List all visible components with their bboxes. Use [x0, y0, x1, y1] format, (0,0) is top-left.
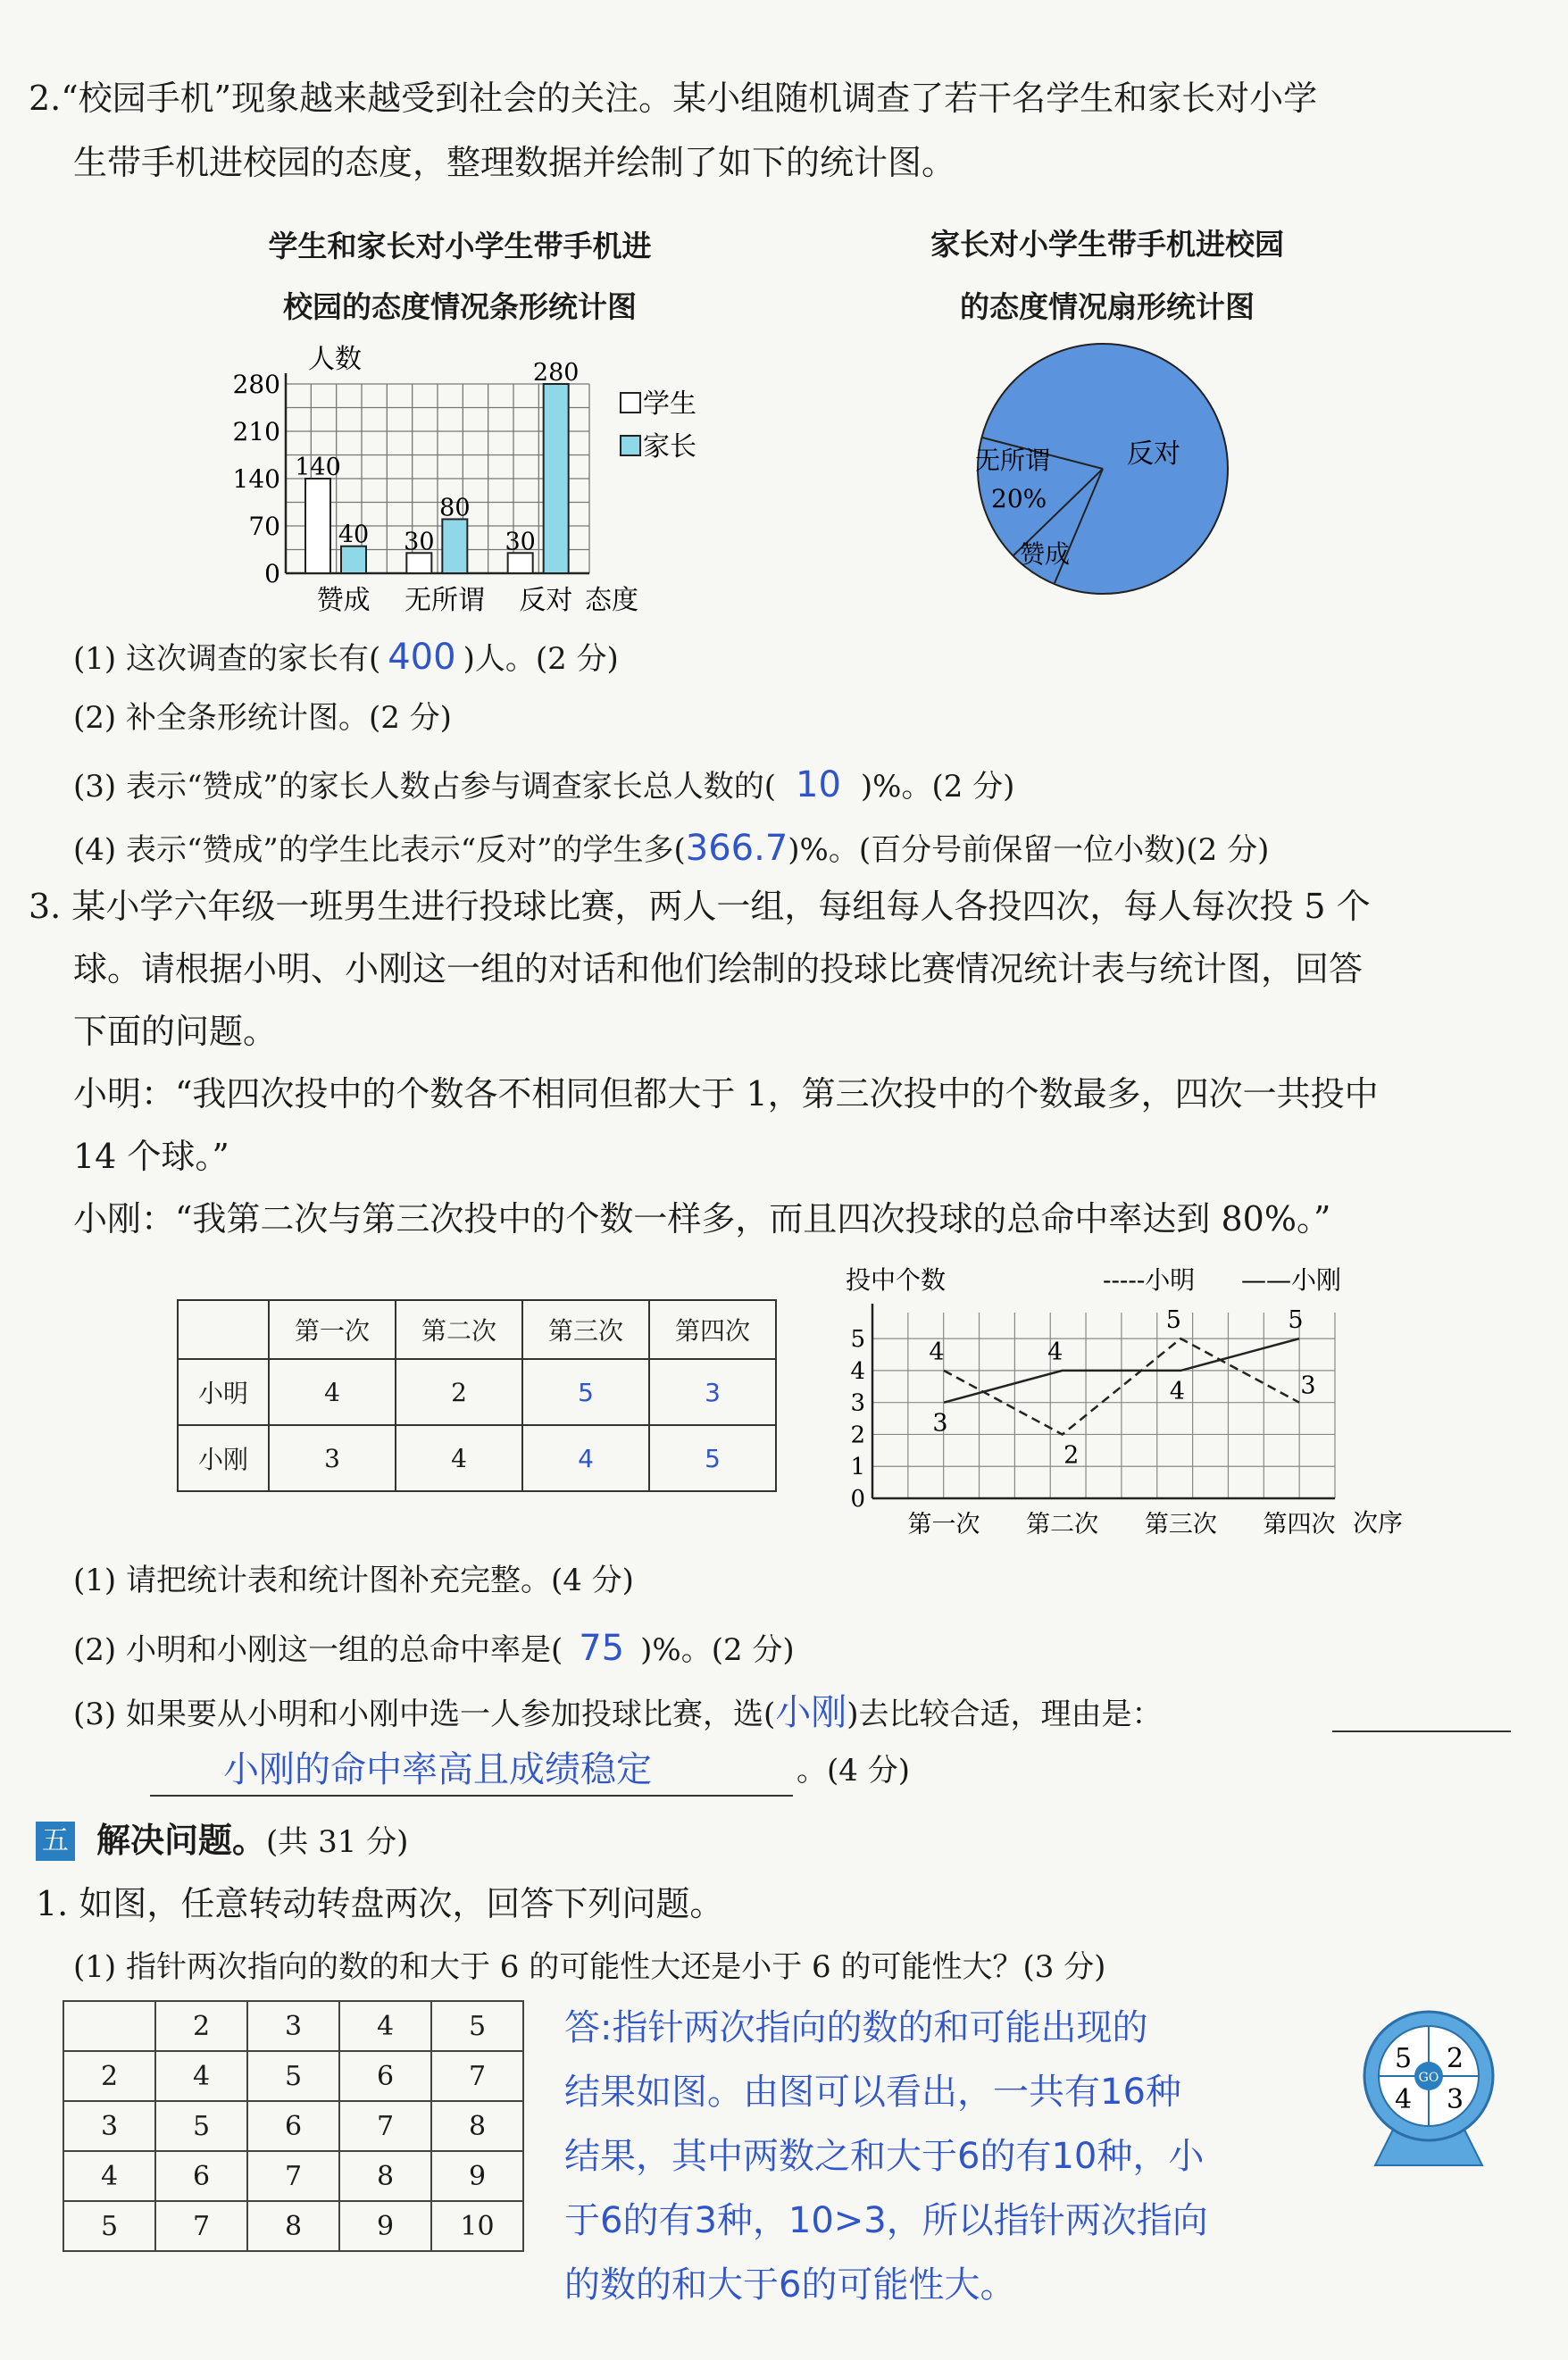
- q2-sub3-answer: 10: [796, 764, 841, 805]
- row-name-xiaoming: 小明: [178, 1359, 269, 1425]
- line-legend-xiaoming: -----小明: [1103, 1265, 1196, 1295]
- pie-label-indifferent: 无所谓: [975, 446, 1051, 475]
- line-chart-xlabel: 次序: [1353, 1508, 1404, 1538]
- q2-sub1: (1) 这次调查的家长有( 400 )人。(2 分): [73, 637, 619, 678]
- line-xtick: 第一次: [907, 1511, 980, 1539]
- q2-sub2: (2) 补全条形统计图。(2 分): [73, 700, 452, 736]
- legend-parent-swatch: [621, 436, 640, 455]
- cell-xg-4-answer: 5: [649, 1425, 776, 1491]
- cell-xm-1: 4: [269, 1359, 396, 1425]
- bar-chart-xlabel: 态度: [585, 585, 638, 616]
- bar-data-label: 280: [532, 359, 580, 387]
- q3-xiaoming-line1: 小明：“我四次投中的个数各不相同但都大于 1，第三次投中的个数最多，四次一共投中: [73, 1074, 1379, 1113]
- q3-line2: 球。请根据小明、小刚这一组的对话和他们绘制的投球比赛情况统计表与统计图，回答: [73, 949, 1364, 988]
- line-chart-ylabel: 投中个数: [846, 1265, 947, 1295]
- spinner-num-3: 4: [1395, 2084, 1413, 2115]
- bar-家长-赞成: [341, 546, 366, 573]
- sum-table-cell: 8: [247, 2201, 339, 2251]
- section-badge: 五: [36, 1822, 75, 1861]
- bar-学生-赞成: [305, 479, 330, 573]
- q3-sub3: (3) 如果要从小明和小刚中选一人参加投球比赛，选(小刚)去比较合适，理由是：: [73, 1692, 1163, 1733]
- line-xtick: 第四次: [1263, 1511, 1336, 1539]
- table-header-1: 第一次: [269, 1300, 396, 1359]
- bar-chart-title-line2: 校园的态度情况条形统计图: [283, 289, 637, 324]
- line-point-label: 3: [1300, 1372, 1316, 1400]
- bar-legend: [621, 388, 696, 463]
- bar-xtick: 反对: [519, 585, 573, 616]
- q2-sub4: (4) 表示“赞成”的学生比表示“反对”的学生多(366.7)%。(百分号前保留一位小数)(2 分): [73, 828, 1270, 869]
- sec5-q1-sub1: (1) 指针两次指向的数的和大于 6 的可能性大还是小于 6 的可能性大？(3 分): [73, 1949, 1106, 1985]
- line-point-label: 5: [1165, 1306, 1181, 1335]
- sum-table-cell: 7: [155, 2201, 247, 2251]
- sum-table-cell: 6: [339, 2051, 431, 2101]
- bar-学生-无所谓: [406, 553, 431, 573]
- spinner-center-label: GO: [1418, 2071, 1439, 2085]
- legend-student-label: 学生: [643, 388, 696, 420]
- sum-table-cell: 8: [339, 2151, 431, 2201]
- table-header-2: 第二次: [396, 1300, 522, 1359]
- sum-table-cell: 7: [431, 2051, 523, 2101]
- q3-sub2-answer: 75: [579, 1628, 625, 1669]
- bar-ytick: 140: [232, 464, 280, 494]
- line-point-label: 4: [929, 1338, 945, 1366]
- bar-家长-反对: [544, 384, 569, 573]
- answer-block: [564, 1996, 1208, 2317]
- sum-table-cell: 5: [247, 2051, 339, 2101]
- pie-label-oppose: 反对: [1127, 438, 1180, 470]
- table-row: [63, 2201, 523, 2251]
- sum-table-cell: 2: [63, 2051, 155, 2101]
- section-title: 解决问题。(共 31 分): [96, 1821, 409, 1860]
- answer-line-4: 于6的有3种，10>3，所以指针两次指向: [564, 2200, 1208, 2241]
- bar-学生-反对: [508, 553, 533, 573]
- pie-chart-title-line2: 的态度情况扇形统计图: [960, 289, 1255, 324]
- bar-ytick: 0: [264, 559, 280, 588]
- sum-table-cell: 9: [339, 2201, 431, 2251]
- q3-sub3-answer: 小刚: [775, 1692, 847, 1733]
- q3-sub3-tail: 。(4 分): [797, 1753, 910, 1789]
- reason-underline-2: [150, 1795, 793, 1797]
- sum-table-cell: 7: [247, 2151, 339, 2201]
- table-row: [63, 2051, 523, 2101]
- table-row: [178, 1359, 776, 1425]
- cell-xg-2: 4: [396, 1425, 522, 1491]
- line-ytick: 2: [850, 1422, 865, 1449]
- spinner-wheel: [1357, 1996, 1500, 2174]
- sum-table-header-cell: 4: [339, 2001, 431, 2051]
- cell-xm-2: 2: [396, 1359, 522, 1425]
- q3-xiaoming-line2: 14 个球。”: [73, 1137, 229, 1176]
- table-header-4: 第四次: [649, 1300, 776, 1359]
- q3-sub2: (2) 小明和小刚这一组的总命中率是( 75 )%。(2 分): [73, 1628, 795, 1669]
- pie-label-indifferent-pct: 20%: [991, 484, 1047, 513]
- q2-intro-line1: 2.“校园手机”现象越来越受到社会的关注。某小组随机调查了若干名学生和家长对小学: [29, 79, 1318, 118]
- line-point-label: 2: [1063, 1441, 1080, 1470]
- line-point-label: 5: [1288, 1306, 1304, 1335]
- sum-table-header-cell: 2: [155, 2001, 247, 2051]
- spinner-num-1: 5: [1395, 2043, 1413, 2074]
- line-chart: [835, 1259, 1424, 1545]
- answer-line-3: 结果，其中两数之和大于6的有10种，小: [564, 2136, 1205, 2177]
- cell-xm-3-answer: 5: [522, 1359, 649, 1425]
- reason-underline-1: [1332, 1730, 1511, 1732]
- sum-table-header-cell: 5: [431, 2001, 523, 2051]
- line-ytick: 0: [850, 1486, 865, 1513]
- bar-chart-title-line1: 学生和家长对小学生带手机进: [268, 229, 652, 263]
- bar-data-label: 40: [338, 521, 370, 549]
- sum-table-cell: 10: [431, 2201, 523, 2251]
- table-row: [178, 1425, 776, 1491]
- sum-table: [63, 2000, 524, 2252]
- q3-line3: 下面的问题。: [73, 1012, 278, 1051]
- sec5-q1: 1. 如图，任意转动转盘两次，回答下列问题。: [36, 1884, 724, 1923]
- legend-student-swatch: [621, 393, 640, 413]
- sum-table-cell: 4: [155, 2051, 247, 2101]
- sum-table-cell: 6: [155, 2151, 247, 2201]
- answer-line-5: 的数的和大于6的可能性大。: [564, 2264, 1016, 2306]
- q2-intro-line2: 生带手机进校园的态度，整理数据并绘制了如下的统计图。: [73, 143, 956, 182]
- q2-sub4-answer: 366.7: [685, 828, 788, 869]
- pie-label-approve: 赞成: [1020, 539, 1071, 569]
- table-header-3: 第三次: [522, 1300, 649, 1359]
- bar-ytick: 280: [232, 370, 280, 399]
- line-ytick: 1: [850, 1454, 865, 1481]
- sum-table-cell: 7: [339, 2101, 431, 2151]
- line-ytick: 4: [850, 1357, 865, 1385]
- line-xtick: 第三次: [1144, 1511, 1217, 1539]
- q2-sub1-answer: 400: [388, 637, 456, 678]
- line-ytick: 3: [850, 1389, 865, 1417]
- score-table: [177, 1299, 777, 1492]
- pie-chart-title-line1: 家长对小学生带手机进校园: [930, 227, 1284, 262]
- bar-ytick: 210: [232, 417, 280, 446]
- q3-sub3-reason: 小刚的命中率高且成绩稳定: [223, 1749, 652, 1790]
- table-row: [63, 2101, 523, 2151]
- sum-table-cell: 6: [247, 2101, 339, 2151]
- bar-chart-ylabel: 人数: [308, 344, 362, 375]
- sum-table-cell: 8: [431, 2101, 523, 2151]
- score-table-header: [178, 1300, 776, 1359]
- bar-data-label: 30: [404, 528, 435, 556]
- q3-line1: 3. 某小学六年级一班男生进行投球比赛，两人一组，每组每人各投四次，每人每次投 5 个: [29, 887, 1371, 926]
- legend-parent-label: 家长: [643, 431, 696, 463]
- table-row: [63, 2151, 523, 2201]
- q3-xiaogang-line: 小刚：“我第二次与第三次投中的个数一样多，而且四次投球的总命中率达到 80%。”: [73, 1199, 1331, 1238]
- sum-table-cell: 5: [63, 2201, 155, 2251]
- table-row: [63, 2001, 523, 2051]
- line-point-label: 4: [1169, 1377, 1185, 1405]
- answer-line-1: 答:指针两次指向的数的和可能出现的: [564, 2007, 1148, 2048]
- spinner-num-4: 3: [1447, 2084, 1464, 2115]
- bar-xtick: 无所谓: [405, 585, 485, 616]
- spinner-num-2: 2: [1447, 2043, 1464, 2074]
- line-ytick: 5: [850, 1326, 865, 1354]
- cell-xg-3-answer: 4: [522, 1425, 649, 1491]
- q3-sub1: (1) 请把统计表和统计图补充完整。(4 分): [73, 1563, 634, 1598]
- cell-xg-1: 3: [269, 1425, 396, 1491]
- sum-table-header-cell: 3: [247, 2001, 339, 2051]
- bar-chart: [232, 339, 741, 625]
- bar-ytick: 70: [248, 512, 280, 541]
- bar-xtick: 赞成: [316, 585, 371, 616]
- bar-data-label: 30: [505, 528, 536, 556]
- q2-sub3: (3) 表示“赞成”的家长人数占参与调查家长总人数的( 10 )%。(2 分): [73, 764, 1015, 805]
- bar-data-label: 140: [295, 454, 341, 481]
- line-point-label: 3: [932, 1409, 948, 1438]
- row-name-xiaogang: 小刚: [178, 1425, 269, 1491]
- sum-table-cell: 4: [63, 2151, 155, 2201]
- line-point-label: 4: [1047, 1338, 1063, 1366]
- pie-chart: [964, 339, 1250, 607]
- line-xtick: 第二次: [1026, 1511, 1099, 1539]
- answer-line-2: 结果如图。由图可以看出，一共有16种: [564, 2072, 1181, 2113]
- sum-table-cell: 3: [63, 2101, 155, 2151]
- cell-xm-4-answer: 3: [649, 1359, 776, 1425]
- sum-table-cell: 9: [431, 2151, 523, 2201]
- bar-data-label: 80: [439, 494, 471, 522]
- sum-table-cell: 5: [155, 2101, 247, 2151]
- line-legend-xiaogang: ——小刚: [1241, 1265, 1342, 1295]
- bar-家长-无所谓: [442, 519, 467, 573]
- table-corner: [178, 1300, 269, 1359]
- sum-table-header-cell: [63, 2001, 155, 2051]
